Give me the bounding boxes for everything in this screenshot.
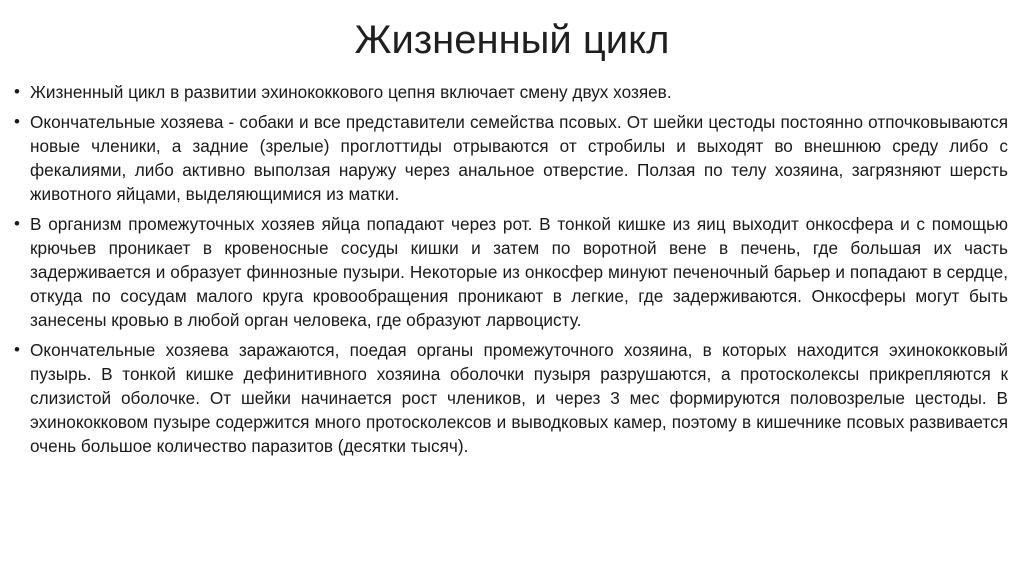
slide-title: Жизненный цикл xyxy=(354,18,670,62)
bullet-marker: • xyxy=(14,214,20,233)
bullet-item-3 xyxy=(10,212,1008,332)
bullet-marker: • xyxy=(14,112,20,131)
bullet-list xyxy=(10,80,1008,464)
bullet-text: Жизненный цикл в развитии эхинококкового цепня включает смену двух хозяев. xyxy=(30,82,672,102)
bullet-item-2 xyxy=(10,110,1008,206)
bullet-marker: • xyxy=(14,340,20,359)
bullet-text: Окончательные хозяева заражаются, поедая органы промежуточного хозяина, в которых находится эхинококковый пузырь. В тонкой кишке дефинитивного хозяина оболочки пузыря разрушаются, а протосколексы прикрепляются к слизистой оболочке. От шейки начинается рост члеников, и через 3 мес формируются половозрелые цестоды. В эхинококковом пузыре содержится много протосколексов и выводковых камер, поэтому в кишечнике псовых развивается очень большое количество паразитов (десятки тысяч). xyxy=(30,340,1008,456)
bullet-item-1 xyxy=(10,80,1008,104)
bullet-marker: • xyxy=(14,82,20,101)
bullet-text: В организм промежуточных хозяев яйца попадают через рот. В тонкой кишке из яиц выходит онкосфера и с помощью крючьев проникает в кровеносные сосуды кишки и затем по воротной вене в печень, где большая их часть задерживается и образует финнозные пузыри. Некоторые из онкосфер минуют печеночный барьер и попадают в сердце, откуда по сосудам малого круга кровообращения проникают в легкие, где задерживаются. Онкосферы могут быть занесены кровью в любой орган человека, где образуют ларвоцисту. xyxy=(30,214,1008,330)
bullet-item-4 xyxy=(10,338,1008,458)
bullet-text: Окончательные хозяева - собаки и все представители семейства псовых. От шейки цестоды постоянно отпочковываются новые членики, а задние (зрелые) проглоттиды отрываются от стробилы и выходят во внешнюю среду либо с фекалиями, либо активно выползая наружу через анальное отверстие. Ползая по телу хозяина, загрязняют шерсть животного яйцами, выделяющимися из матки. xyxy=(30,112,1008,204)
